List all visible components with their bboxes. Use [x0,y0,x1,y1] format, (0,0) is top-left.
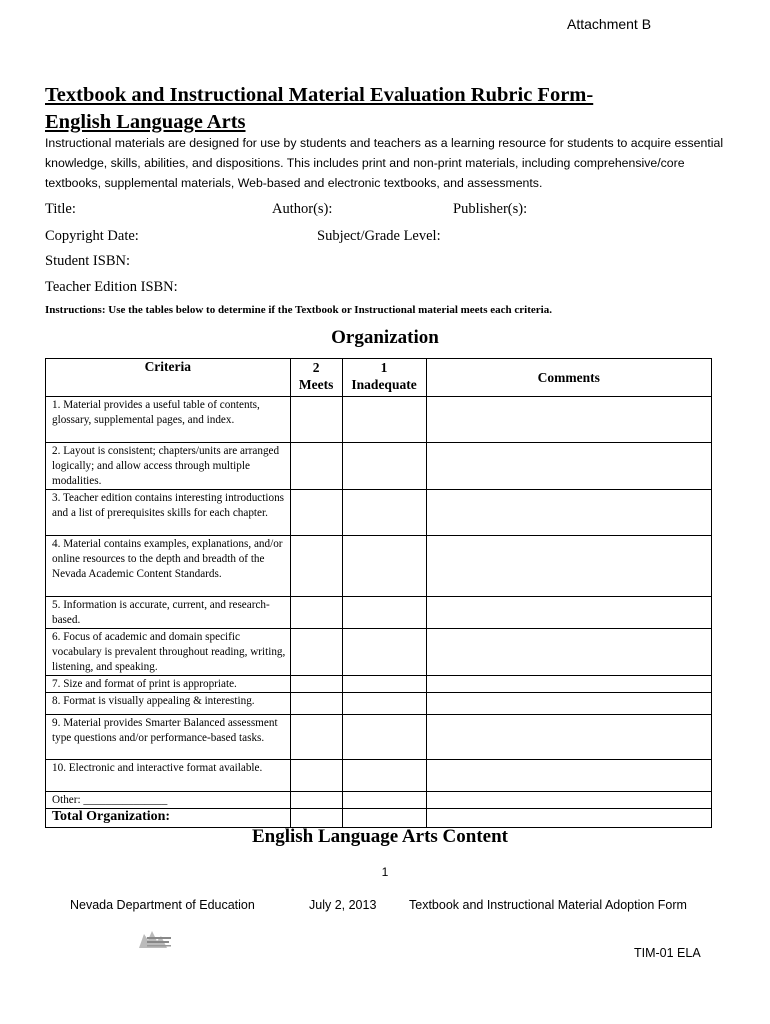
title-field-label: Title: [45,201,76,217]
meets-cell[interactable] [290,536,342,597]
subject-field-label: Subject/Grade Level: [317,228,441,244]
table-row [46,536,712,597]
comments-cell[interactable] [426,676,711,693]
footer-organization: Nevada Department of Education [70,898,255,912]
criteria-cell: 2. Layout is consistent; chapters/units are arranged logically; and allow access through multiple modalities. [46,443,291,490]
table-row [46,443,712,490]
student-isbn-label: Student ISBN: [45,253,130,269]
page-number: 1 [381,865,389,879]
table-row [46,792,712,809]
inadequate-label: Inadequate [351,377,417,392]
criteria-cell: 3. Teacher edition contains interesting introductions and a list of prerequisites skills for each chapter. [46,490,291,536]
meets-cell[interactable] [290,693,342,715]
inadequate-cell[interactable] [342,629,426,676]
comments-header [426,359,711,397]
footer-date: July 2, 2013 [309,898,377,912]
inadequate-cell[interactable] [342,792,426,809]
total-organization-label: Total Organization: [46,809,291,828]
comments-cell[interactable] [426,443,711,490]
section-heading-organization: Organization [331,327,439,348]
criteria-header-label: Criteria [144,359,192,374]
inadequate-total-cell[interactable] [342,809,426,828]
inadequate-score: 1 [380,360,388,375]
criteria-cell: 7. Size and format of print is appropriate. [46,676,291,693]
comments-cell[interactable] [426,490,711,536]
criteria-cell: 9. Material provides Smarter Balanced assessment type questions and/or performance-based tasks. [46,715,291,760]
table-row [46,693,712,715]
authors-field-label: Author(s): [272,201,333,217]
meets-cell[interactable] [290,760,342,792]
inadequate-cell[interactable] [342,693,426,715]
comments-cell[interactable] [426,397,711,443]
inadequate-header [342,359,426,397]
nevada-doe-logo [137,928,173,952]
criteria-header [46,359,291,397]
table-row [46,490,712,536]
meets-total-cell[interactable] [290,809,342,828]
meets-cell[interactable] [290,443,342,490]
meets-cell[interactable] [290,597,342,629]
meets-cell[interactable] [290,490,342,536]
inadequate-cell[interactable] [342,536,426,597]
attachment-label: Attachment B [567,16,652,32]
criteria-cell: 1. Material provides a useful table of contents, glossary, supplemental pages, and index. [46,397,291,443]
publisher-field-label: Publisher(s): [453,201,528,217]
section-heading-ela-content: English Language Arts Content [251,826,509,847]
title-line-1: Textbook and Instructional Material Evaluation Rubric Form- [45,84,594,106]
criteria-cell: 10. Electronic and interactive format available. [46,760,291,792]
table-row [46,597,712,629]
comments-cell[interactable] [426,629,711,676]
total-row [46,809,712,828]
inadequate-cell[interactable] [342,490,426,536]
form-code: TIM-01 ELA [634,946,701,960]
footer-form-name: Textbook and Instructional Material Adoption Form [409,898,687,912]
table-header-row [46,359,712,397]
meets-cell[interactable] [290,629,342,676]
meets-cell[interactable] [290,397,342,443]
meets-cell[interactable] [290,792,342,809]
copyright-field-label: Copyright Date: [45,228,139,244]
criteria-cell: Other: _______________ [46,792,291,809]
meets-cell[interactable] [290,676,342,693]
instructions-text: Instructions: Use the tables below to determine if the Textbook or Instructional material meets each criteria. [45,304,552,316]
table-row [46,715,712,760]
table-row [46,629,712,676]
comments-total-cell[interactable] [426,809,711,828]
inadequate-cell[interactable] [342,443,426,490]
table-row [46,397,712,443]
inadequate-cell[interactable] [342,676,426,693]
document-title [45,82,725,136]
inadequate-cell[interactable] [342,597,426,629]
inadequate-cell[interactable] [342,760,426,792]
comments-cell[interactable] [426,760,711,792]
intro-paragraph: Instructional materials are designed for use by students and teachers as a learning resource for students to acquire essential knowledge, skills, abilities, and dispositions. This includes print and non-print materials, including comprehensive/core textbooks, supplemental materials, Web-based and electronic textbooks, and assessments. [45,136,724,190]
meets-score: 2 [312,360,320,375]
criteria-cell: 4. Material contains examples, explanations, and/or online resources to the depth and breadth of the Nevada Academic Content Standards. [46,536,291,597]
table-row [46,760,712,792]
table-row [46,676,712,693]
comments-cell[interactable] [426,693,711,715]
comments-cell[interactable] [426,792,711,809]
teacher-isbn-label: Teacher Edition ISBN: [45,279,178,295]
comments-header-label: Comments [537,369,600,385]
comments-cell[interactable] [426,597,711,629]
inadequate-cell[interactable] [342,397,426,443]
criteria-cell: 6. Focus of academic and domain specific vocabulary is prevalent throughout reading, writing, listening, and speaking. [46,629,291,676]
organization-rubric-table [45,358,712,828]
inadequate-cell[interactable] [342,715,426,760]
meets-header [290,359,342,397]
comments-cell[interactable] [426,536,711,597]
comments-cell[interactable] [426,715,711,760]
meets-cell[interactable] [290,715,342,760]
meets-label: Meets [298,377,334,392]
criteria-cell: 5. Information is accurate, current, and research-based. [46,597,291,629]
criteria-cell: 8. Format is visually appealing & interesting. [46,693,291,715]
title-line-2: English Language Arts [45,111,246,133]
